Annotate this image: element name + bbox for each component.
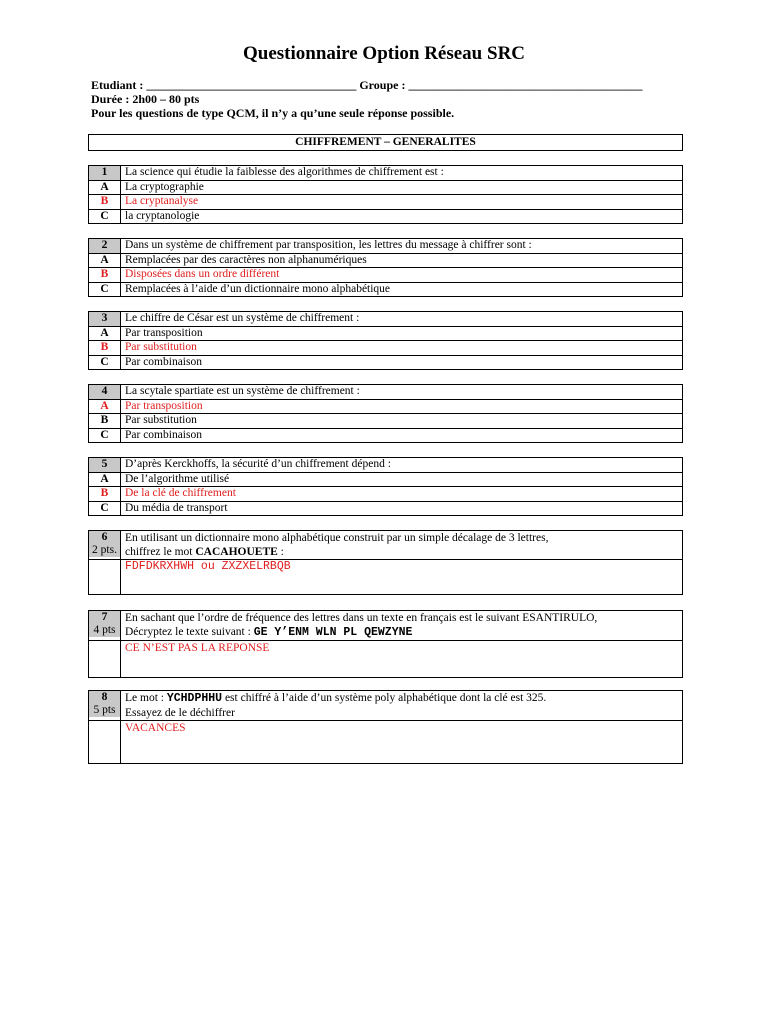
student-group-line[interactable]: Etudiant : ___________________________________ Groupe : _______________________________________: [91, 78, 643, 92]
answer-cell[interactable]: [121, 560, 683, 595]
option-letter[interactable]: B: [89, 414, 121, 429]
ciphertext: YCHDPHHU: [166, 692, 223, 705]
answer-number-cell: [89, 560, 121, 595]
question-1-table: [88, 165, 683, 224]
question-5-table: [88, 457, 683, 516]
option-row-b[interactable]: [89, 195, 683, 210]
option-letter[interactable]: C: [89, 282, 121, 297]
ciphertext: GE Y’ENM WLN PL QEWZYNE: [253, 626, 413, 639]
document-title: Questionnaire Option Réseau SRC: [242, 43, 526, 64]
question-number: 7: [89, 611, 120, 624]
option-row-b[interactable]: [89, 487, 683, 502]
option-text[interactable]: Par substitution: [121, 414, 683, 429]
option-row-c[interactable]: [89, 355, 683, 370]
question-7-table: [88, 610, 683, 678]
question-number: 4: [89, 385, 121, 400]
question-row: [89, 531, 683, 560]
option-letter[interactable]: A: [89, 253, 121, 268]
question-text-prefix: chiffrez le mot: [125, 546, 196, 558]
option-text-correct[interactable]: Disposées dans un ordre différent: [121, 268, 683, 283]
answer-number-cell: [89, 641, 121, 678]
question-text-line2: [125, 545, 678, 559]
question-number: 2: [89, 239, 121, 254]
question-row: [89, 239, 683, 254]
question-text-line2: Essayez de le déchiffrer: [125, 707, 235, 719]
option-row-c[interactable]: [89, 282, 683, 297]
answer-text[interactable]: CE N’EST PAS LA REPONSE: [125, 642, 270, 654]
question-points: 5 pts: [89, 704, 120, 717]
question-8-table: [88, 690, 683, 764]
answer-row[interactable]: [89, 641, 683, 678]
question-number: 3: [89, 312, 121, 327]
question-number: 1: [89, 166, 121, 181]
option-row-a[interactable]: [89, 399, 683, 414]
question-text-cell: [121, 691, 683, 721]
option-row-a[interactable]: [89, 180, 683, 195]
option-letter[interactable]: C: [89, 209, 121, 224]
question-text-line2: [125, 625, 678, 640]
option-row-a[interactable]: [89, 326, 683, 341]
option-text-correct[interactable]: Par transposition: [121, 399, 683, 414]
option-letter[interactable]: C: [89, 355, 121, 370]
question-text-prefix: Décryptez le texte suivant :: [125, 626, 254, 638]
duration-line: Durée : 2h00 – 80 pts: [91, 92, 200, 106]
question-number: 8: [89, 691, 120, 704]
question-text: En sachant que l’ordre de fréquence des lettres dans un texte en français est le suivant ESANTIRULO,: [125, 612, 598, 624]
section-title: CHIFFREMENT – GENERALITES: [88, 134, 683, 151]
option-row-c[interactable]: [89, 501, 683, 516]
question-text: Dans un système de chiffrement par transposition, les lettres du message à chiffrer sont :: [121, 239, 683, 254]
question-text: En utilisant un dictionnaire mono alphabétique construit par un simple décalage de 3 lettres,: [125, 532, 549, 544]
question-text-cell: [121, 611, 683, 641]
answer-cell[interactable]: [121, 721, 683, 764]
option-row-b[interactable]: [89, 414, 683, 429]
option-row-b[interactable]: [89, 268, 683, 283]
option-text[interactable]: Par transposition: [121, 326, 683, 341]
option-row-c[interactable]: [89, 428, 683, 443]
question-number: 6: [89, 531, 120, 544]
question-text: Le chiffre de César est un système de chiffrement :: [121, 312, 683, 327]
option-letter[interactable]: A: [89, 399, 121, 414]
option-letter[interactable]: B: [89, 195, 121, 210]
option-letter[interactable]: C: [89, 501, 121, 516]
question-text: [125, 691, 678, 706]
question-6-table: [88, 530, 683, 595]
option-row-a[interactable]: [89, 472, 683, 487]
option-text[interactable]: Remplacées par des caractères non alphanumériques: [121, 253, 683, 268]
option-letter[interactable]: A: [89, 180, 121, 195]
question-row: [89, 385, 683, 400]
question-text: La scytale spartiate est un système de chiffrement :: [121, 385, 683, 400]
question-text: La science qui étudie la faiblesse des algorithmes de chiffrement est :: [121, 166, 683, 181]
option-text[interactable]: la cryptanologie: [121, 209, 683, 224]
answer-number-cell: [89, 721, 121, 764]
question-points: 2 pts.: [89, 544, 120, 557]
question-number-cell: [89, 531, 121, 560]
option-text[interactable]: De l’algorithme utilisé: [121, 472, 683, 487]
question-4-table: [88, 384, 683, 443]
question-number-cell: [89, 611, 121, 641]
option-row-c[interactable]: [89, 209, 683, 224]
question-3-table: [88, 311, 683, 370]
option-text[interactable]: Remplacées à l’aide d’un dictionnaire mono alphabétique: [121, 282, 683, 297]
question-text: D’après Kerckhoffs, la sécurité d’un chiffrement dépend :: [121, 458, 683, 473]
question-row: [89, 611, 683, 641]
option-text-correct[interactable]: La cryptanalyse: [121, 195, 683, 210]
question-number: 5: [89, 458, 121, 473]
option-letter[interactable]: B: [89, 487, 121, 502]
option-letter[interactable]: B: [89, 341, 121, 356]
option-row-b[interactable]: [89, 341, 683, 356]
answer-cell[interactable]: [121, 641, 683, 678]
option-letter[interactable]: B: [89, 268, 121, 283]
option-letter[interactable]: C: [89, 428, 121, 443]
answer-text[interactable]: VACANCES: [125, 722, 186, 734]
question-text-prefix: Le mot :: [125, 692, 167, 704]
question-row: [89, 166, 683, 181]
question-row: [89, 458, 683, 473]
option-row-a[interactable]: [89, 253, 683, 268]
option-letter[interactable]: A: [89, 326, 121, 341]
question-text-suffix: :: [277, 546, 284, 558]
question-row: [89, 312, 683, 327]
question-number-cell: [89, 691, 121, 721]
option-text[interactable]: Par combinaison: [121, 428, 683, 443]
answer-text[interactable]: FDFDKRXHWH ou ZXZXELRBQB: [125, 560, 291, 573]
option-text[interactable]: Du média de transport: [121, 501, 683, 516]
option-text[interactable]: La cryptographie: [121, 180, 683, 195]
answer-row[interactable]: [89, 560, 683, 595]
answer-row[interactable]: [89, 721, 683, 764]
option-letter[interactable]: A: [89, 472, 121, 487]
option-text-correct[interactable]: De la clé de chiffrement: [121, 487, 683, 502]
question-points: 4 pts: [89, 624, 120, 637]
question-2-table: [88, 238, 683, 297]
option-text[interactable]: Par combinaison: [121, 355, 683, 370]
question-row: [89, 691, 683, 721]
question-text-cell: [121, 531, 683, 560]
question-text-suffix: est chiffré à l’aide d’un système poly alphabétique dont la clé est 325.: [222, 692, 547, 704]
instructions-line: Pour les questions de type QCM, il n’y a qu’une seule réponse possible.: [91, 106, 455, 120]
option-text-correct[interactable]: Par substitution: [121, 341, 683, 356]
word-to-encrypt: CACAHOUETE: [195, 546, 278, 558]
